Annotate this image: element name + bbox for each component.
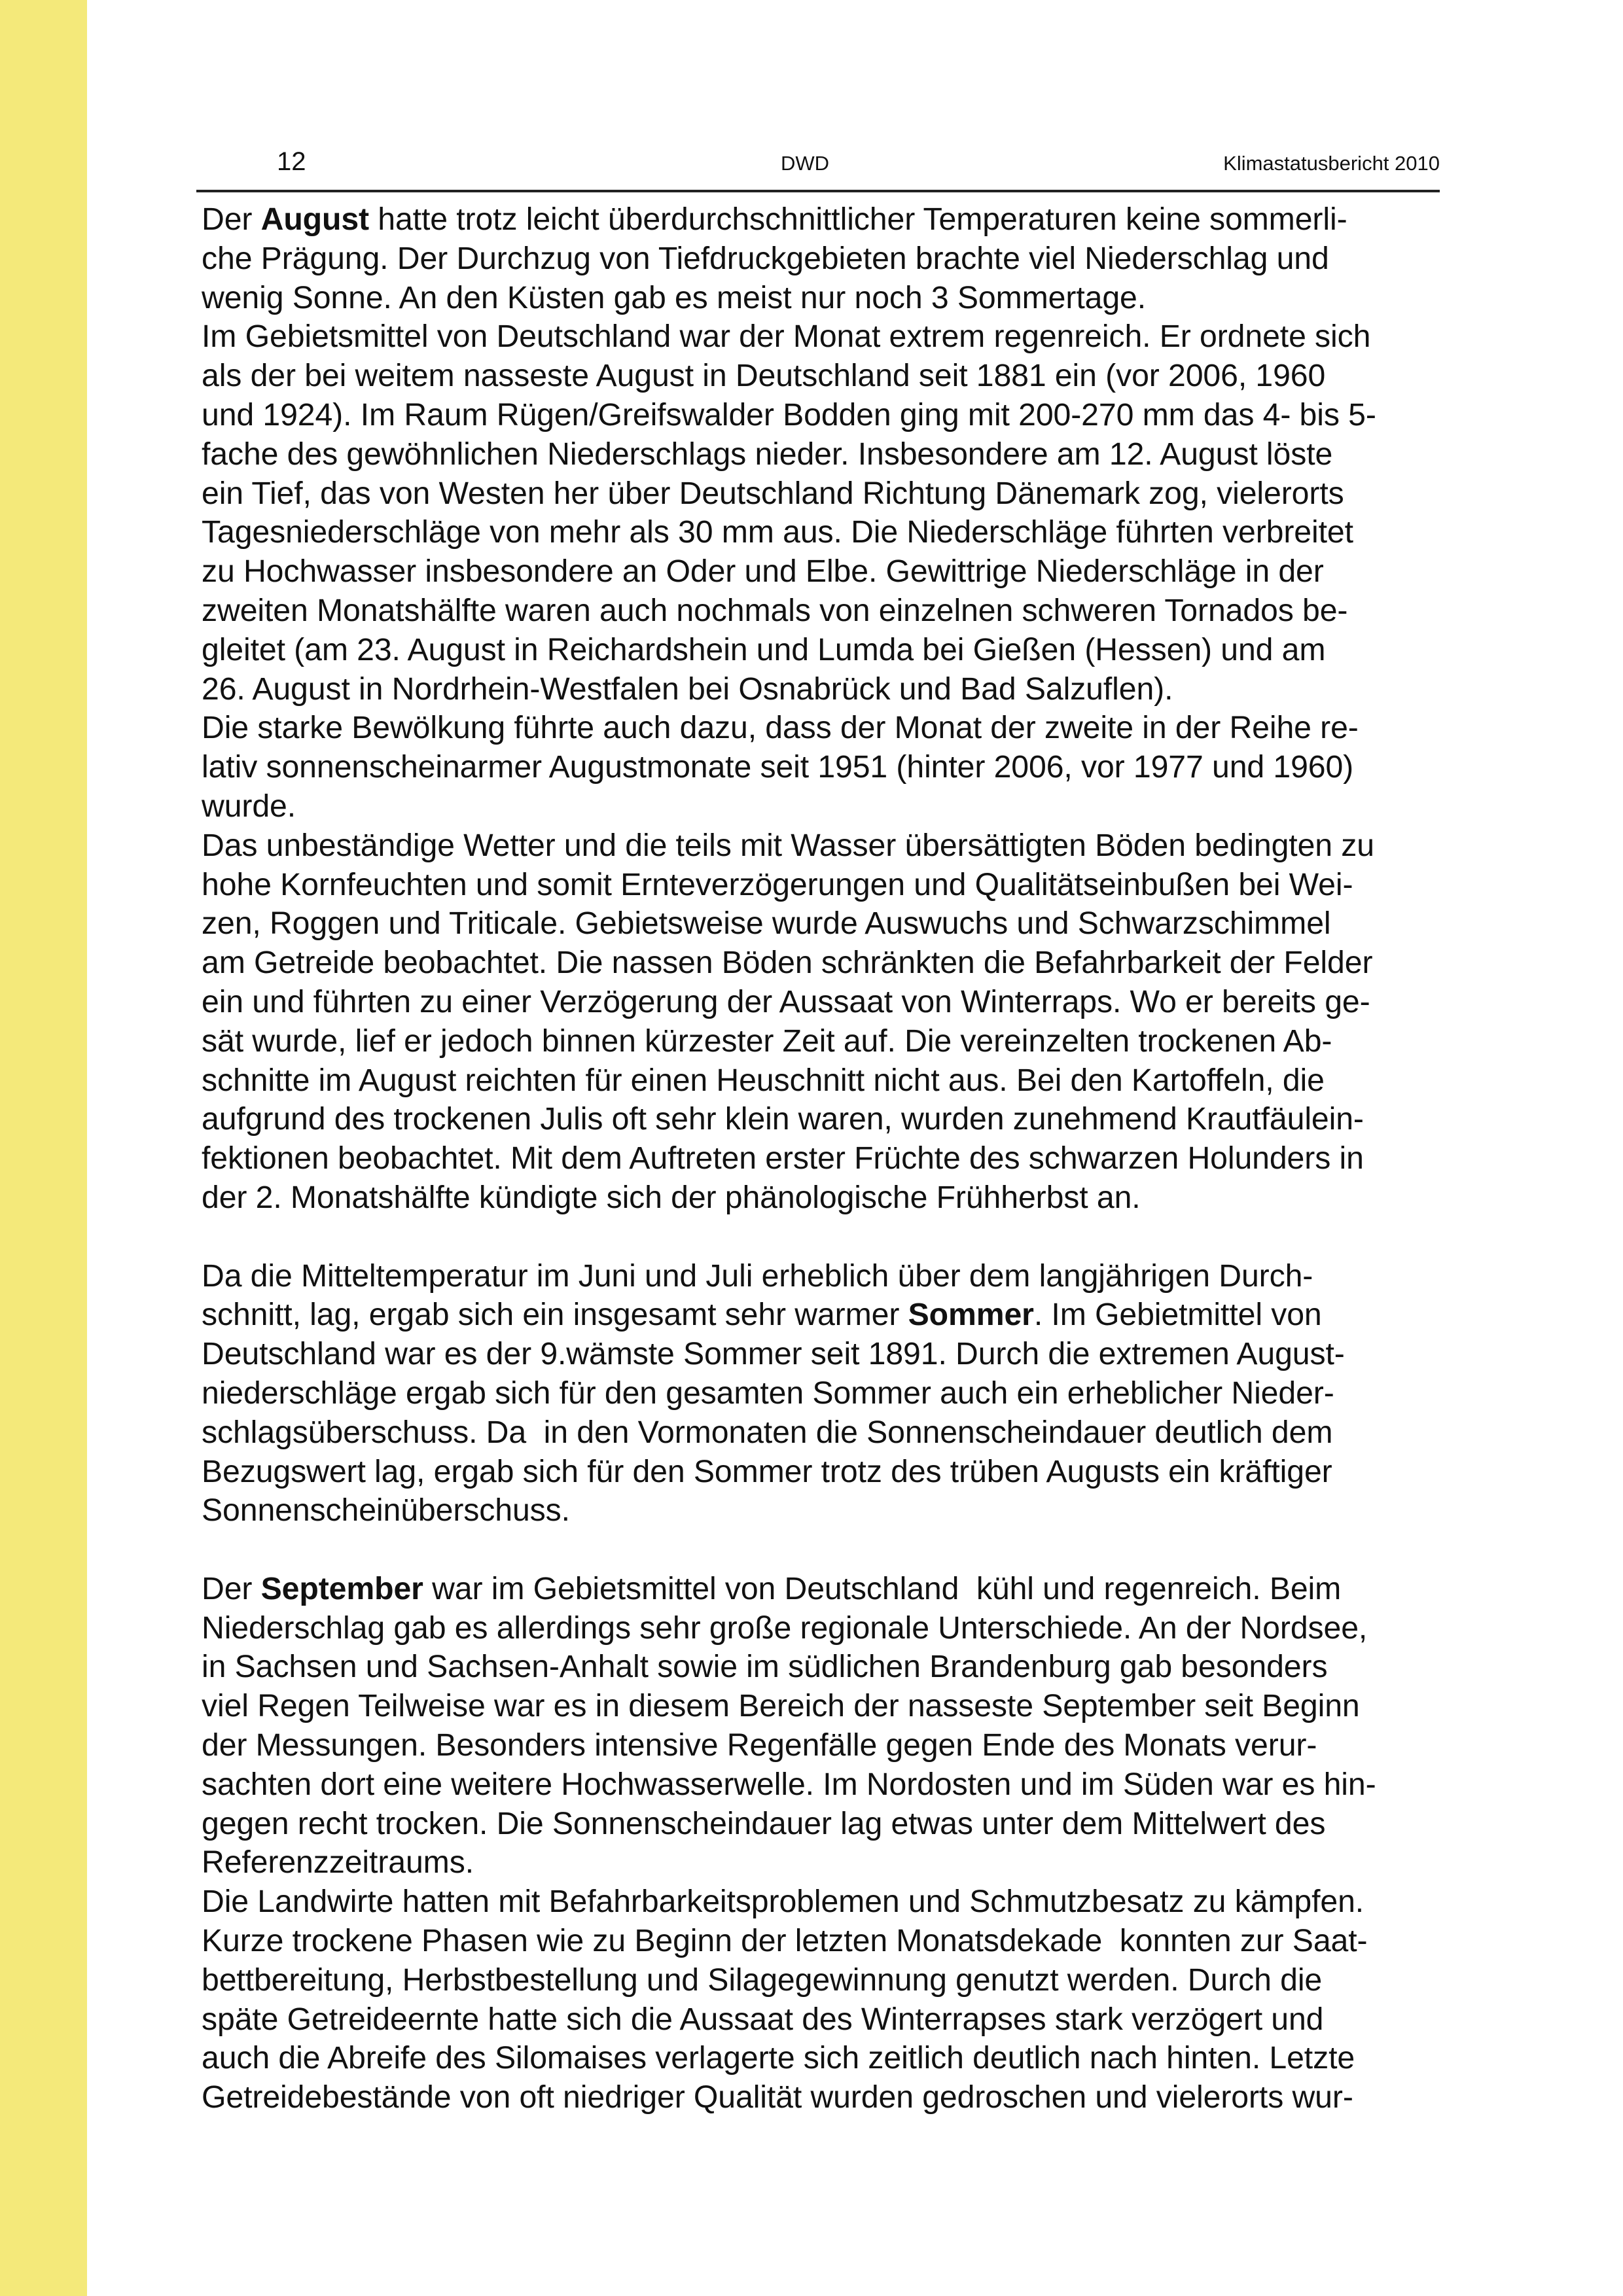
text-line [202, 1296, 1440, 1335]
text-line: gegen recht trocken. Die Sonnenscheindauer lag etwas unter dem Mittelwert des [202, 1805, 1326, 1841]
text-run: schnitt, lag, ergab sich ein insgesamt sehr warmer [202, 1297, 908, 1333]
text-line: Das unbeständige Wetter und die teils mit Wasser übersättigten Böden bedingten zu [202, 827, 1374, 863]
text-line: aufgrund des trockenen Julis oft sehr klein waren, wurden zunehmend Krautfäulein- [202, 1101, 1364, 1137]
document-page [196, 137, 1440, 2115]
text-line [202, 1570, 1440, 1609]
text-line: der Messungen. Besonders intensive Regenfälle gegen Ende des Monats verur- [202, 1727, 1317, 1763]
paragraph-gap [202, 1530, 1440, 1570]
text-line: lativ sonnenscheinarmer Augustmonate seit 1951 (hinter 2006, vor 1977 und 1960) [202, 749, 1354, 785]
text-line: bettbereitung, Herbstbestellung und Silagegewinnung genutzt werden. Durch die [202, 1962, 1323, 1998]
text-line: in Sachsen und Sachsen-Anhalt sowie im südlichen Brandenburg gab besonders [202, 1649, 1328, 1685]
text-line: fektionen beobachtet. Mit dem Auftreten erster Früchte des schwarzen Holunders in [202, 1140, 1364, 1176]
text-line: zweiten Monatshälfte waren auch nochmals von einzelnen schweren Tornados be- [202, 592, 1348, 628]
text-run: Der [202, 1570, 261, 1606]
text-line: als der bei weitem nasseste August in Deutschland seit 1881 ein (vor 2006, 1960 [202, 358, 1326, 394]
text-line: Die Landwirte hatten mit Befahrbarkeitsproblemen und Schmutzbesatz zu kämpfen. [202, 1884, 1364, 1920]
text-line: auch die Abreife des Silomaises verlagerte sich zeitlich deutlich nach hinten. Letzte [202, 2040, 1355, 2076]
text-run: hatte trotz leicht überdurchschnittlicher Temperaturen keine sommerli- [369, 202, 1347, 237]
text-line: fache des gewöhnlichen Niederschlags nieder. Insbesondere am 12. August löste [202, 436, 1333, 472]
text-line: Da die Mitteltemperatur im Juni und Juli erheblich über dem langjährigen Durch- [202, 1258, 1313, 1294]
text-run: . Im Gebietmittel von [1033, 1297, 1322, 1333]
text-line [202, 200, 1440, 239]
text-line: hohe Kornfeuchten und somit Ernteverzögerungen und Qualitätseinbußen bei Wei- [202, 866, 1353, 902]
text-line: Sonnenscheinüberschuss. [202, 1492, 570, 1528]
text-line: ein Tief, das von Westen her über Deutschland Richtung Dänemark zog, vielerorts [202, 475, 1344, 511]
paragraph-gap [202, 1218, 1440, 1257]
paragraph-august [202, 200, 1440, 1218]
text-line: Niederschlag gab es allerdings sehr große regionale Unterschiede. An der Nordsee, [202, 1610, 1368, 1646]
text-line: Im Gebietsmittel von Deutschland war der Monat extrem regenreich. Er ordnete sich [202, 319, 1371, 355]
text-line: und 1924). Im Raum Rügen/Greifswalder Bodden ging mit 200-270 mm das 4- bis 5- [202, 397, 1376, 433]
text-line: gleitet (am 23. August in Reichardshein und Lumda bei Gießen (Hessen) und am [202, 631, 1326, 667]
side-color-stripe [0, 0, 87, 2296]
page-header [196, 137, 1440, 190]
text-line: che Prägung. Der Durchzug von Tiefdruckgebieten brachte viel Niederschlag und [202, 240, 1329, 276]
paragraph-september [202, 1570, 1440, 2117]
text-line: zen, Roggen und Triticale. Gebietsweise wurde Auswuchs und Schwarzschimmel [202, 906, 1331, 942]
text-line: sät wurde, lief er jedoch binnen kürzester Zeit auf. Die vereinzelten trockenen Ab- [202, 1023, 1332, 1059]
text-line: zu Hochwasser insbesondere an Oder und Elbe. Gewittrige Niederschläge in der [202, 554, 1324, 590]
text-line: schlagsüberschuss. Da in den Vormonaten die Sonnenscheindauer deutlich dem [202, 1414, 1333, 1450]
bold-term-sommer: Sommer [908, 1297, 1034, 1333]
text-line: 26. August in Nordrhein-Westfalen bei Osnabrück und Bad Salzuflen). [202, 671, 1173, 707]
text-run: war im Gebietsmittel von Deutschland kühl und regenreich. Beim [423, 1570, 1342, 1606]
page-number: 12 [277, 147, 306, 176]
bold-term-august: August [260, 202, 369, 237]
text-line: sachten dort eine weitere Hochwasserwelle. Im Nordosten und im Süden war es hin- [202, 1766, 1376, 1802]
bold-term-september: September [260, 1570, 423, 1606]
text-line: Getreidebestände von oft niedriger Qualität wurden gedroschen und vielerorts wur- [202, 2079, 1353, 2115]
text-line: wurde. [202, 788, 296, 824]
text-line: wenig Sonne. An den Küsten gab es meist nur noch 3 Sommertage. [202, 279, 1147, 315]
paragraph-sommer [202, 1257, 1440, 1531]
text-line: Tagesniederschläge von mehr als 30 mm aus. Die Niederschläge führten verbreitet [202, 514, 1353, 550]
text-line: schnitte im August reichten für einen Heuschnitt nicht aus. Bei den Kartoffeln, die [202, 1062, 1325, 1098]
text-run: Der [202, 202, 261, 237]
text-line: Referenzzeitraums. [202, 1845, 474, 1881]
text-line: niederschläge ergab sich für den gesamten Sommer auch ein erheblicher Nieder- [202, 1375, 1334, 1411]
text-line: Kurze trockene Phasen wie zu Beginn der letzten Monatsdekade konnten zur Saat- [202, 1923, 1368, 1959]
text-line: späte Getreideernte hatte sich die Aussaat des Winterrapses stark verzögert und [202, 2001, 1324, 2037]
header-divider [196, 190, 1440, 192]
text-line: Bezugswert lag, ergab sich für den Sommer trotz des trüben Augusts ein kräftiger [202, 1453, 1332, 1489]
text-line: Die starke Bewölkung führte auch dazu, dass der Monat der zweite in der Reihe re- [202, 710, 1359, 746]
text-line: Deutschland war es der 9.wämste Sommer seit 1891. Durch die extremen August- [202, 1336, 1345, 1372]
text-line: viel Regen Teilweise war es in diesem Bereich der nasseste September seit Beginn [202, 1688, 1360, 1724]
publisher-name: DWD [781, 152, 830, 175]
body-text [202, 200, 1440, 2117]
report-title: Klimastatusbericht 2010 [1223, 152, 1440, 175]
text-line: ein und führten zu einer Verzögerung der Aussaat von Winterraps. Wo er bereits ge- [202, 983, 1370, 1019]
text-line: am Getreide beobachtet. Die nassen Böden schränkten die Befahrbarkeit der Felder [202, 945, 1373, 981]
text-line: der 2. Monatshälfte kündigte sich der phänologische Frühherbst an. [202, 1179, 1141, 1215]
